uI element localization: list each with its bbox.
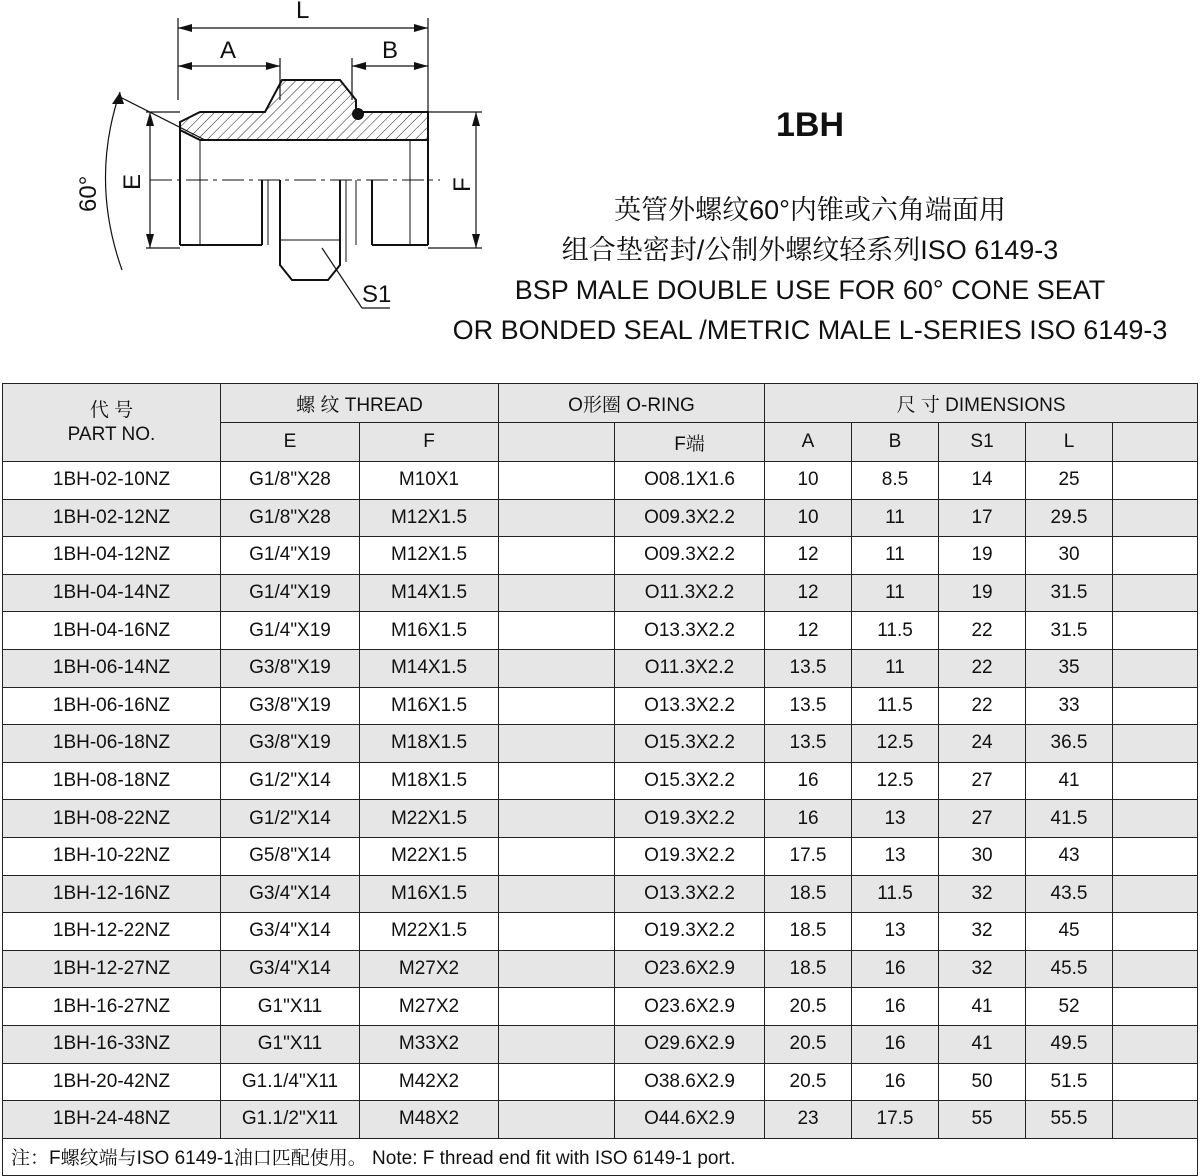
cell-b: 17.5: [852, 1101, 939, 1139]
cell-f: M12X1.5: [360, 499, 499, 537]
cell-a: 13.5: [765, 687, 852, 725]
table-note: 注：F螺纹端与ISO 6149-1油口匹配使用。 Note: F thread end fit with ISO 6149-1 port.: [3, 1138, 1198, 1175]
cell-b: 16: [852, 950, 939, 988]
cell-e: G3/4"X14: [221, 875, 360, 913]
cell-e: G1.1/2"X11: [221, 1101, 360, 1139]
cell-b: 16: [852, 988, 939, 1026]
cell-b: 11: [852, 537, 939, 575]
dim-label-B: B: [382, 37, 399, 64]
cell-a: 20.5: [765, 988, 852, 1026]
header-part-number: [3, 384, 221, 462]
cell-oring: O19.3X2.2: [615, 913, 765, 951]
cell-oring: O19.3X2.2: [615, 837, 765, 875]
header-part-cn: 代 号: [89, 399, 134, 421]
cell-f: M48X2: [360, 1101, 499, 1139]
header-thread: 螺 纹 THREAD: [221, 384, 499, 423]
cell-f: M16X1.5: [360, 875, 499, 913]
cell-e: G1/8"X28: [221, 462, 360, 500]
table-row: [3, 800, 1198, 838]
cell-l: 52: [1026, 988, 1113, 1026]
cell-s1: 30: [939, 837, 1026, 875]
cell-oring: O13.3X2.2: [615, 687, 765, 725]
cell-blank: [499, 1063, 615, 1101]
cell-a: 20.5: [765, 1063, 852, 1101]
cell-blank: [1113, 837, 1198, 875]
cell-s1: 27: [939, 762, 1026, 800]
cell-blank: [499, 462, 615, 500]
cell-part: 1BH-08-18NZ: [3, 762, 221, 800]
cell-blank: [499, 1025, 615, 1063]
cell-s1: 24: [939, 725, 1026, 763]
header-A: A: [765, 423, 852, 462]
cell-e: G1"X11: [221, 1025, 360, 1063]
header-F-end: F端: [615, 423, 765, 462]
cell-blank: [499, 800, 615, 838]
cell-s1: 22: [939, 687, 1026, 725]
cell-s1: 41: [939, 1025, 1026, 1063]
cell-b: 11: [852, 649, 939, 687]
title-block: [420, 100, 1200, 350]
cell-oring: O23.6X2.9: [615, 950, 765, 988]
cell-e: G1/2"X14: [221, 800, 360, 838]
dim-label-E: E: [119, 173, 146, 190]
cell-part: 1BH-16-27NZ: [3, 988, 221, 1026]
cell-blank: [1113, 762, 1198, 800]
cell-e: G1/8"X28: [221, 499, 360, 537]
cell-l: 25: [1026, 462, 1113, 500]
cell-blank: [499, 762, 615, 800]
cell-f: M16X1.5: [360, 687, 499, 725]
cell-f: M33X2: [360, 1025, 499, 1063]
table-row: [3, 1025, 1198, 1063]
cell-l: 45.5: [1026, 950, 1113, 988]
header-B: B: [852, 423, 939, 462]
table-row: [3, 499, 1198, 537]
header-oring: O形圈 O-RING: [499, 384, 765, 423]
cell-l: 31.5: [1026, 574, 1113, 612]
cell-l: 35: [1026, 649, 1113, 687]
cell-a: 18.5: [765, 913, 852, 951]
cell-s1: 32: [939, 950, 1026, 988]
cell-b: 8.5: [852, 462, 939, 500]
cell-l: 30: [1026, 537, 1113, 575]
cell-blank: [1113, 649, 1198, 687]
cell-oring: O15.3X2.2: [615, 725, 765, 763]
cell-a: 13.5: [765, 725, 852, 763]
table-row: [3, 574, 1198, 612]
cell-blank: [1113, 462, 1198, 500]
cell-blank: [499, 988, 615, 1026]
cell-f: M42X2: [360, 1063, 499, 1101]
cell-blank: [1113, 537, 1198, 575]
table-row: [3, 537, 1198, 575]
cell-part: 1BH-04-14NZ: [3, 574, 221, 612]
cell-f: M27X2: [360, 988, 499, 1026]
cell-oring: O08.1X1.6: [615, 462, 765, 500]
dim-label-F: F: [449, 177, 476, 192]
cell-oring: O13.3X2.2: [615, 612, 765, 650]
cell-blank: [1113, 913, 1198, 951]
table-row: [3, 913, 1198, 951]
cell-a: 23: [765, 1101, 852, 1139]
title-cn-line1: 英管外螺纹60°内锥或六角端面用: [614, 195, 1006, 225]
cell-part: 1BH-08-22NZ: [3, 800, 221, 838]
cell-l: 31.5: [1026, 612, 1113, 650]
cell-l: 29.5: [1026, 499, 1113, 537]
cell-part: 1BH-10-22NZ: [3, 837, 221, 875]
dim-label-angle: 60°: [75, 175, 102, 212]
cell-l: 43.5: [1026, 875, 1113, 913]
header-F: F: [360, 423, 499, 462]
cell-a: 18.5: [765, 875, 852, 913]
cell-blank: [499, 913, 615, 951]
title-en-line2: OR BONDED SEAL /METRIC MALE L-SERIES ISO 6149-3: [452, 315, 1168, 345]
cell-l: 51.5: [1026, 1063, 1113, 1101]
cell-part: 1BH-24-48NZ: [3, 1101, 221, 1139]
cell-part: 1BH-06-14NZ: [3, 649, 221, 687]
cell-b: 16: [852, 1063, 939, 1101]
cell-e: G3/8"X19: [221, 687, 360, 725]
cell-f: M16X1.5: [360, 612, 499, 650]
cell-part: 1BH-02-10NZ: [3, 462, 221, 500]
cell-blank: [1113, 988, 1198, 1026]
cell-blank: [1113, 725, 1198, 763]
table-row: [3, 725, 1198, 763]
cell-a: 16: [765, 762, 852, 800]
table-row: [3, 1063, 1198, 1101]
cell-a: 10: [765, 499, 852, 537]
table-row: [3, 988, 1198, 1026]
cell-a: 18.5: [765, 950, 852, 988]
header-oring-blank: [499, 423, 615, 462]
header-L: L: [1026, 423, 1113, 462]
cell-b: 13: [852, 837, 939, 875]
dim-label-S1: S1: [362, 281, 392, 308]
cell-part: 1BH-02-12NZ: [3, 499, 221, 537]
cell-oring: O11.3X2.2: [615, 574, 765, 612]
cell-l: 33: [1026, 687, 1113, 725]
cell-s1: 32: [939, 875, 1026, 913]
header-blank: [1113, 423, 1198, 462]
cell-b: 11: [852, 499, 939, 537]
cell-e: G1/4"X19: [221, 537, 360, 575]
cell-b: 12.5: [852, 725, 939, 763]
cell-f: M22X1.5: [360, 837, 499, 875]
table-row: [3, 687, 1198, 725]
table-row: [3, 649, 1198, 687]
cell-oring: O29.6X2.9: [615, 1025, 765, 1063]
cell-l: 41.5: [1026, 800, 1113, 838]
cell-part: 1BH-12-16NZ: [3, 875, 221, 913]
cell-b: 11: [852, 574, 939, 612]
cell-blank: [499, 725, 615, 763]
cell-blank: [1113, 1025, 1198, 1063]
cell-part: 1BH-20-42NZ: [3, 1063, 221, 1101]
cell-e: G1/4"X19: [221, 612, 360, 650]
table-row: [3, 762, 1198, 800]
title-en-line1: BSP MALE DOUBLE USE FOR 60° CONE SEAT: [514, 275, 1106, 305]
header-part-en: PART NO.: [67, 423, 156, 445]
cell-blank: [1113, 800, 1198, 838]
cell-e: G1/4"X19: [221, 574, 360, 612]
header-E: E: [221, 423, 360, 462]
table-row: [3, 612, 1198, 650]
cell-s1: 32: [939, 913, 1026, 951]
cell-blank: [499, 612, 615, 650]
cell-l: 41: [1026, 762, 1113, 800]
cell-oring: O23.6X2.9: [615, 988, 765, 1026]
cell-f: M14X1.5: [360, 574, 499, 612]
cell-oring: O11.3X2.2: [615, 649, 765, 687]
cell-a: 13.5: [765, 649, 852, 687]
cell-b: 11.5: [852, 687, 939, 725]
cell-a: 12: [765, 574, 852, 612]
table-row: [3, 950, 1198, 988]
cell-a: 20.5: [765, 1025, 852, 1063]
cell-blank: [499, 574, 615, 612]
cell-e: G3/8"X19: [221, 725, 360, 763]
cell-s1: 41: [939, 988, 1026, 1026]
cell-e: G5/8"X14: [221, 837, 360, 875]
dim-label-A: A: [220, 37, 237, 64]
cell-s1: 27: [939, 800, 1026, 838]
cell-f: M10X1: [360, 462, 499, 500]
cell-s1: 17: [939, 499, 1026, 537]
cell-s1: 55: [939, 1101, 1026, 1139]
cell-blank: [499, 950, 615, 988]
cell-a: 12: [765, 537, 852, 575]
cell-a: 17.5: [765, 837, 852, 875]
cell-part: 1BH-12-27NZ: [3, 950, 221, 988]
cell-f: M18X1.5: [360, 762, 499, 800]
cell-part: 1BH-16-33NZ: [3, 1025, 221, 1063]
cell-b: 11.5: [852, 612, 939, 650]
cell-l: 55.5: [1026, 1101, 1113, 1139]
cell-b: 16: [852, 1025, 939, 1063]
table-row: [3, 1101, 1198, 1139]
cell-l: 45: [1026, 913, 1113, 951]
cell-s1: 19: [939, 574, 1026, 612]
cell-f: M27X2: [360, 950, 499, 988]
cell-blank: [499, 1101, 615, 1139]
cell-blank: [499, 499, 615, 537]
cell-blank: [1113, 612, 1198, 650]
cell-part: 1BH-12-22NZ: [3, 913, 221, 951]
cell-e: G3/8"X19: [221, 649, 360, 687]
cell-e: G1.1/4"X11: [221, 1063, 360, 1101]
title-cn-line2: 组合垫密封/公制外螺纹轻系列ISO 6149-3: [561, 235, 1059, 265]
cell-s1: 14: [939, 462, 1026, 500]
cell-e: G1"X11: [221, 988, 360, 1026]
cell-l: 43: [1026, 837, 1113, 875]
cell-a: 12: [765, 612, 852, 650]
cell-e: G3/4"X14: [221, 913, 360, 951]
cell-f: M22X1.5: [360, 913, 499, 951]
cell-oring: O15.3X2.2: [615, 762, 765, 800]
table-row: [3, 837, 1198, 875]
cell-f: M14X1.5: [360, 649, 499, 687]
cell-f: M18X1.5: [360, 725, 499, 763]
cell-e: G1/2"X14: [221, 762, 360, 800]
cell-s1: 22: [939, 612, 1026, 650]
cell-b: 13: [852, 913, 939, 951]
header-S1: S1: [939, 423, 1026, 462]
table-row: [3, 875, 1198, 913]
cell-blank: [499, 837, 615, 875]
header-dimensions: 尺 寸 DIMENSIONS: [765, 384, 1198, 423]
cell-a: 16: [765, 800, 852, 838]
spec-table: [2, 383, 1198, 1176]
cell-blank: [1113, 499, 1198, 537]
cell-f: M12X1.5: [360, 537, 499, 575]
cell-part: 1BH-04-12NZ: [3, 537, 221, 575]
cell-blank: [499, 687, 615, 725]
cell-oring: O09.3X2.2: [615, 537, 765, 575]
cell-a: 10: [765, 462, 852, 500]
cell-oring: O44.6X2.9: [615, 1101, 765, 1139]
cell-oring: O09.3X2.2: [615, 499, 765, 537]
cell-blank: [1113, 574, 1198, 612]
cell-b: 12.5: [852, 762, 939, 800]
cell-blank: [1113, 875, 1198, 913]
cell-oring: O19.3X2.2: [615, 800, 765, 838]
cell-part: 1BH-06-18NZ: [3, 725, 221, 763]
model-title: 1BH: [775, 106, 845, 144]
table-row: [3, 462, 1198, 500]
cell-e: G3/4"X14: [221, 950, 360, 988]
cell-s1: 22: [939, 649, 1026, 687]
cell-blank: [499, 875, 615, 913]
cell-s1: 19: [939, 537, 1026, 575]
cell-blank: [499, 649, 615, 687]
cell-part: 1BH-04-16NZ: [3, 612, 221, 650]
cell-l: 36.5: [1026, 725, 1113, 763]
cell-l: 49.5: [1026, 1025, 1113, 1063]
dim-label-L: L: [296, 0, 310, 24]
cell-part: 1BH-06-16NZ: [3, 687, 221, 725]
cell-s1: 50: [939, 1063, 1026, 1101]
cell-f: M22X1.5: [360, 800, 499, 838]
cell-blank: [1113, 687, 1198, 725]
cell-b: 11.5: [852, 875, 939, 913]
cell-b: 13: [852, 800, 939, 838]
cell-blank: [1113, 950, 1198, 988]
cell-blank: [1113, 1063, 1198, 1101]
cell-oring: O38.6X2.9: [615, 1063, 765, 1101]
cell-oring: O13.3X2.2: [615, 875, 765, 913]
cell-blank: [499, 537, 615, 575]
cell-blank: [1113, 1101, 1198, 1139]
